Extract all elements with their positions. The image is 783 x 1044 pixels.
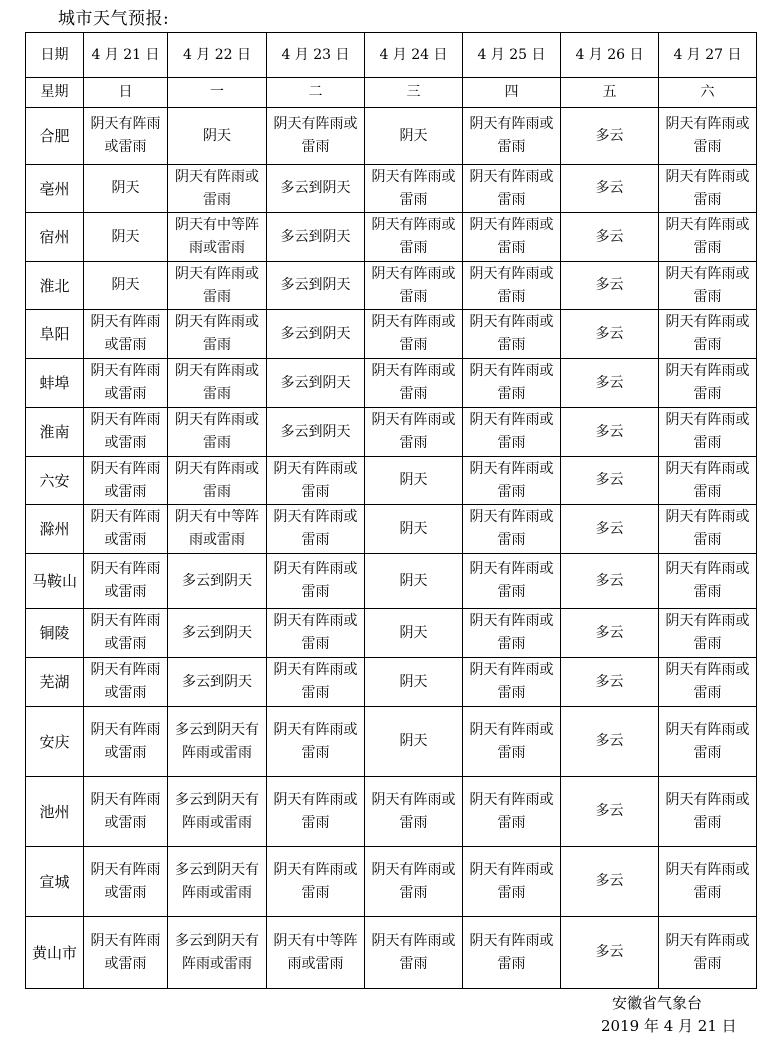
- forecast-cell: 阴天有阵雨或雷雨: [365, 777, 463, 847]
- forecast-cell: 阴天有阵雨或雷雨: [463, 310, 561, 359]
- forecast-cell: 多云: [561, 777, 659, 847]
- forecast-cell: 阴天有阵雨或雷雨: [463, 408, 561, 457]
- date-header-cell: 4 月 27 日: [659, 33, 757, 78]
- forecast-cell: 阴天: [84, 165, 168, 213]
- forecast-cell: 阴天: [365, 108, 463, 165]
- forecast-cell: 多云: [561, 609, 659, 658]
- forecast-cell: 阴天有阵雨或雷雨: [267, 457, 365, 505]
- forecast-cell: 多云: [561, 505, 659, 554]
- forecast-cell: 阴天有阵雨或雷雨: [168, 359, 267, 408]
- issuing-organization: 安徽省气象台: [612, 994, 703, 1012]
- forecast-cell: 阴天有阵雨或雷雨: [84, 408, 168, 457]
- forecast-cell: 多云到阴天有阵雨或雷雨: [168, 847, 267, 917]
- forecast-cell: 阴天有阵雨或雷雨: [659, 917, 757, 989]
- forecast-cell: 阴天有阵雨或雷雨: [365, 213, 463, 262]
- weekday-header-cell: 一: [168, 78, 267, 108]
- city-name-cell: 淮南: [26, 408, 84, 457]
- weekday-header-cell: 六: [659, 78, 757, 108]
- forecast-cell: 阴天有阵雨或雷雨: [84, 777, 168, 847]
- forecast-cell: 阴天有阵雨或雷雨: [463, 658, 561, 707]
- forecast-cell: 阴天有阵雨或雷雨: [463, 262, 561, 310]
- forecast-cell: 多云到阴天: [267, 262, 365, 310]
- forecast-cell: 阴天有阵雨或雷雨: [659, 108, 757, 165]
- table-row: [26, 408, 757, 457]
- forecast-cell: 阴天有阵雨或雷雨: [659, 213, 757, 262]
- forecast-cell: 阴天: [365, 609, 463, 658]
- forecast-table: [25, 32, 757, 989]
- weekday-header-cell: 日: [84, 78, 168, 108]
- forecast-cell: 多云: [561, 310, 659, 359]
- forecast-cell: 阴天有阵雨或雷雨: [463, 108, 561, 165]
- table-row: [26, 707, 757, 777]
- city-name-cell: 合肥: [26, 108, 84, 165]
- table-row: [26, 505, 757, 554]
- forecast-cell: 阴天有阵雨或雷雨: [659, 310, 757, 359]
- forecast-cell: 阴天有阵雨或雷雨: [84, 359, 168, 408]
- forecast-cell: 阴天有阵雨或雷雨: [463, 213, 561, 262]
- forecast-cell: 多云到阴天: [267, 165, 365, 213]
- city-name-cell: 六安: [26, 457, 84, 505]
- date-header-row: [26, 33, 757, 78]
- table-row: [26, 554, 757, 609]
- forecast-cell: 多云到阴天: [168, 554, 267, 609]
- city-name-cell: 宣城: [26, 847, 84, 917]
- city-name-cell: 宿州: [26, 213, 84, 262]
- forecast-cell: 阴天: [365, 457, 463, 505]
- date-header-cell: 4 月 21 日: [84, 33, 168, 78]
- forecast-cell: 阴天有阵雨或雷雨: [365, 847, 463, 917]
- forecast-table-body: [26, 33, 757, 989]
- table-row: [26, 310, 757, 359]
- forecast-cell: 多云到阴天: [168, 609, 267, 658]
- forecast-cell: 阴天有阵雨或雷雨: [659, 609, 757, 658]
- forecast-cell: 多云: [561, 847, 659, 917]
- issue-date: 2019 年 4 月 21 日: [601, 1017, 737, 1035]
- table-row: [26, 658, 757, 707]
- weekday-header-cell: 二: [267, 78, 365, 108]
- forecast-cell: 阴天有阵雨或雷雨: [463, 707, 561, 777]
- weekday-header-cell: 五: [561, 78, 659, 108]
- forecast-cell: 阴天有阵雨或雷雨: [84, 707, 168, 777]
- date-header-cell: 4 月 24 日: [365, 33, 463, 78]
- forecast-cell: 阴天有阵雨或雷雨: [659, 707, 757, 777]
- date-header-cell: 4 月 25 日: [463, 33, 561, 78]
- city-name-cell: 铜陵: [26, 609, 84, 658]
- table-row: [26, 457, 757, 505]
- forecast-cell: 阴天有阵雨或雷雨: [267, 505, 365, 554]
- forecast-cell: 阴天有阵雨或雷雨: [365, 165, 463, 213]
- forecast-cell: 阴天有阵雨或雷雨: [463, 505, 561, 554]
- table-row: [26, 359, 757, 408]
- table-row: [26, 262, 757, 310]
- forecast-cell: 阴天有阵雨或雷雨: [463, 917, 561, 989]
- city-name-cell: 黄山市: [26, 917, 84, 989]
- forecast-cell: 多云: [561, 262, 659, 310]
- forecast-cell: 阴天有阵雨或雷雨: [84, 917, 168, 989]
- forecast-cell: 多云到阴天有阵雨或雷雨: [168, 707, 267, 777]
- forecast-cell: 阴天有阵雨或雷雨: [659, 262, 757, 310]
- forecast-cell: 阴天: [365, 707, 463, 777]
- table-row: [26, 165, 757, 213]
- forecast-cell: 阴天有阵雨或雷雨: [365, 310, 463, 359]
- city-name-cell: 池州: [26, 777, 84, 847]
- forecast-cell: 阴天有阵雨或雷雨: [267, 777, 365, 847]
- city-name-cell: 芜湖: [26, 658, 84, 707]
- city-name-cell: 淮北: [26, 262, 84, 310]
- forecast-cell: 多云到阴天: [267, 310, 365, 359]
- forecast-cell: 多云: [561, 554, 659, 609]
- forecast-cell: 阴天: [365, 505, 463, 554]
- weekday-header-cell: 四: [463, 78, 561, 108]
- forecast-cell: 多云到阴天: [267, 408, 365, 457]
- city-name-cell: 安庆: [26, 707, 84, 777]
- forecast-cell: 阴天有阵雨或雷雨: [463, 847, 561, 917]
- forecast-cell: 阴天有阵雨或雷雨: [659, 658, 757, 707]
- forecast-cell: 多云: [561, 917, 659, 989]
- table-row: [26, 609, 757, 658]
- forecast-cell: 阴天有阵雨或雷雨: [168, 262, 267, 310]
- forecast-cell: 阴天有阵雨或雷雨: [267, 609, 365, 658]
- forecast-cell: 阴天: [168, 108, 267, 165]
- forecast-cell: 多云: [561, 213, 659, 262]
- forecast-cell: 阴天有阵雨或雷雨: [267, 707, 365, 777]
- city-name-cell: 马鞍山: [26, 554, 84, 609]
- table-row: [26, 777, 757, 847]
- forecast-cell: 阴天有阵雨或雷雨: [659, 408, 757, 457]
- city-name-cell: 阜阳: [26, 310, 84, 359]
- forecast-cell: 阴天有阵雨或雷雨: [463, 554, 561, 609]
- forecast-cell: 阴天有阵雨或雷雨: [659, 777, 757, 847]
- forecast-cell: 阴天有阵雨或雷雨: [168, 408, 267, 457]
- forecast-cell: 多云到阴天有阵雨或雷雨: [168, 917, 267, 989]
- forecast-cell: 多云: [561, 658, 659, 707]
- forecast-cell: 阴天: [84, 262, 168, 310]
- forecast-cell: 阴天: [365, 554, 463, 609]
- weekday-header-label: 星期: [26, 78, 84, 108]
- forecast-cell: 阴天有阵雨或雷雨: [365, 262, 463, 310]
- forecast-cell: 多云到阴天有阵雨或雷雨: [168, 777, 267, 847]
- weekday-header-row: [26, 78, 757, 108]
- date-header-cell: 4 月 23 日: [267, 33, 365, 78]
- forecast-cell: 阴天有阵雨或雷雨: [267, 847, 365, 917]
- forecast-cell: 阴天有阵雨或雷雨: [659, 457, 757, 505]
- forecast-cell: 阴天有阵雨或雷雨: [365, 359, 463, 408]
- forecast-cell: 阴天: [365, 658, 463, 707]
- forecast-cell: 阴天有阵雨或雷雨: [168, 165, 267, 213]
- table-row: [26, 847, 757, 917]
- table-row: [26, 108, 757, 165]
- forecast-cell: 阴天有阵雨或雷雨: [84, 505, 168, 554]
- forecast-cell: 阴天有阵雨或雷雨: [463, 359, 561, 408]
- city-name-cell: 蚌埠: [26, 359, 84, 408]
- forecast-cell: 多云到阴天: [267, 213, 365, 262]
- forecast-cell: 多云: [561, 165, 659, 213]
- weekday-header-cell: 三: [365, 78, 463, 108]
- forecast-cell: 阴天有阵雨或雷雨: [168, 457, 267, 505]
- forecast-cell: 阴天有阵雨或雷雨: [463, 457, 561, 505]
- forecast-cell: 阴天有阵雨或雷雨: [365, 408, 463, 457]
- forecast-cell: 阴天有阵雨或雷雨: [84, 554, 168, 609]
- city-name-cell: 滁州: [26, 505, 84, 554]
- forecast-cell: 阴天有阵雨或雷雨: [84, 108, 168, 165]
- forecast-cell: 阴天有阵雨或雷雨: [267, 108, 365, 165]
- forecast-cell: 多云: [561, 408, 659, 457]
- forecast-cell: 多云到阴天: [168, 658, 267, 707]
- forecast-cell: 阴天有阵雨或雷雨: [84, 310, 168, 359]
- forecast-cell: 阴天有阵雨或雷雨: [84, 658, 168, 707]
- forecast-cell: 阴天有中等阵雨或雷雨: [168, 213, 267, 262]
- forecast-cell: 阴天有阵雨或雷雨: [365, 917, 463, 989]
- forecast-cell: 阴天有阵雨或雷雨: [659, 505, 757, 554]
- forecast-cell: 阴天有阵雨或雷雨: [267, 554, 365, 609]
- forecast-cell: 多云到阴天: [267, 359, 365, 408]
- forecast-cell: 阴天有中等阵雨或雷雨: [267, 917, 365, 989]
- forecast-cell: 阴天有阵雨或雷雨: [463, 165, 561, 213]
- page-title: 城市天气预报:: [58, 9, 170, 29]
- table-row: [26, 213, 757, 262]
- forecast-cell: 阴天有阵雨或雷雨: [84, 457, 168, 505]
- table-row: [26, 917, 757, 989]
- forecast-cell: 多云: [561, 707, 659, 777]
- forecast-cell: 阴天有阵雨或雷雨: [659, 359, 757, 408]
- forecast-cell: 阴天有阵雨或雷雨: [659, 165, 757, 213]
- forecast-cell: 阴天有阵雨或雷雨: [84, 847, 168, 917]
- forecast-cell: 多云: [561, 108, 659, 165]
- forecast-cell: 多云: [561, 457, 659, 505]
- date-header-cell: 4 月 26 日: [561, 33, 659, 78]
- date-header-label: 日期: [26, 33, 84, 78]
- forecast-cell: 阴天: [84, 213, 168, 262]
- forecast-cell: 阴天有阵雨或雷雨: [463, 777, 561, 847]
- forecast-cell: 阴天有阵雨或雷雨: [267, 658, 365, 707]
- date-header-cell: 4 月 22 日: [168, 33, 267, 78]
- forecast-cell: 多云: [561, 359, 659, 408]
- forecast-cell: 阴天有阵雨或雷雨: [659, 847, 757, 917]
- forecast-cell: 阴天有阵雨或雷雨: [84, 609, 168, 658]
- forecast-cell: 阴天有阵雨或雷雨: [659, 554, 757, 609]
- city-name-cell: 亳州: [26, 165, 84, 213]
- forecast-cell: 阴天有阵雨或雷雨: [168, 310, 267, 359]
- forecast-cell: 阴天有阵雨或雷雨: [463, 609, 561, 658]
- forecast-cell: 阴天有中等阵雨或雷雨: [168, 505, 267, 554]
